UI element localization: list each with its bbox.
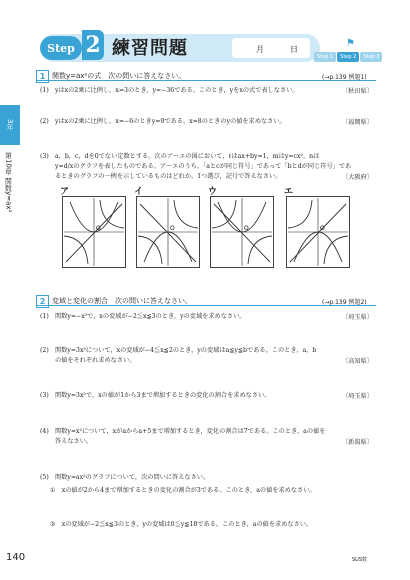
s2-q3: (3) 関数y=3x²で，xの値が1から3まで増加するときの変化の割合を求めなさい。 [40,392,271,399]
section-2-title: 変域と変化の割合 次の問いに答えなさい。 [52,297,192,305]
s1-q2-source: 〔福岡県〕 [342,119,373,126]
s2-q3-source: 〔埼玉県〕 [342,393,373,400]
footer-code: SUS数 [352,557,368,563]
s1-q3-line2: y=d/xのグラフを表したものである。ア〜エのうち，「aとcが同じ符号」であって「bとdが同じ符号」であ [55,163,352,170]
graph-i [136,196,200,268]
s2-q4-source: 〔新潟県〕 [342,439,373,446]
graph-e [286,196,350,268]
svg-text:O: O [96,225,101,232]
s2-q4-line1: (4) 関数y=x²について，xがaからa+5まで増加するとき，変化の割合は7である。このとき，aの値を [40,428,326,435]
s1-q1: (1) yはxの2乗に比例し，x=3のとき，y=−36である。このとき，yをxの式で表しなさい。 [40,87,299,94]
graph-a [62,196,126,268]
section-1-number: 1 [36,70,49,83]
svg-text:O: O [320,225,325,232]
page-title: 練習問題 [112,38,188,59]
graph-u [210,196,274,268]
s1-q1-source: 〔秋田県〕 [342,88,373,95]
step-1: Step 1 [314,52,336,62]
section-2-number: 2 [36,295,49,308]
s2-q2-line1: (2) 関数y=3x²について，xの変域が−4≦x≦2のとき，yの変域はa≦y≦bである。このとき，a，b [40,347,317,354]
svg-text:O: O [244,225,249,232]
step-2: Step 2 [337,52,359,62]
s2-q1: (1) 関数y=−x²で，xの変域が−2≦x≦3のとき，yの変域を求めなさい。 [40,313,246,320]
svg-text:O: O [170,225,175,232]
graph-label-e: エ [284,187,294,197]
day-label: 日 [290,45,298,54]
step-progress [314,52,382,62]
s2-q2-source: 〔高知県〕 [342,358,373,365]
s1-q2: (2) yはxの2乗に比例し，x=−6のときy=9である。x=8のときのyの値を求めなさい。 [40,118,286,125]
s2-q5: (5) 関数y=ax²のグラフについて，次の問いに答えなさい。 [40,474,210,481]
month-label: 月 [256,45,264,54]
section-1-ref: (→p.139 例題1) [322,74,367,81]
s1-q3-line3: るときのグラフの一例を示しているものはどれか。1つ選び，記号で答えなさい。 [55,173,282,180]
section-2-ref: (→p.139 例題2) [322,299,367,306]
s1-q3-line1: (3) a，b，c，dを0でない定数とする。次のア〜エの図において，ℓはax+by=1，mはy=cx²，nは [40,153,320,160]
section-1-title: 関数y=ax²の式 次の問いに答えなさい。 [52,72,186,80]
s1-q3-source: 〔大阪府〕 [342,174,373,181]
date-box [232,38,310,58]
graph-label-u: ウ [208,187,218,197]
graph-label-a: ア [60,187,70,197]
step-3: Step 3 [360,52,382,62]
grade-tab: 3年 [0,105,20,145]
graph-label-i: イ [134,187,144,197]
s2-q4-line2: 答えなさい。 [55,438,93,445]
page-number: 140 [6,552,26,563]
step-number: 2 [82,30,104,60]
s2-q5-part1: ① xの値が2から4まで増加するときの変化の割合が3である。このとき，aの値を求めなさい。 [50,487,316,494]
s2-q5-part2: ② xの変域が−2≦x≦3のとき，yの変域は0≦y≦18である。このとき，aの値を求めなさい。 [50,521,313,528]
flag-icon: ⚑ [346,38,355,49]
s2-q2-line2: の値をそれぞれ求めなさい。 [55,357,136,364]
step-label: Step [40,36,82,60]
s2-q1-source: 〔埼玉県〕 [342,314,373,321]
chapter-label: 第10章 関数y=ax² [4,152,13,213]
